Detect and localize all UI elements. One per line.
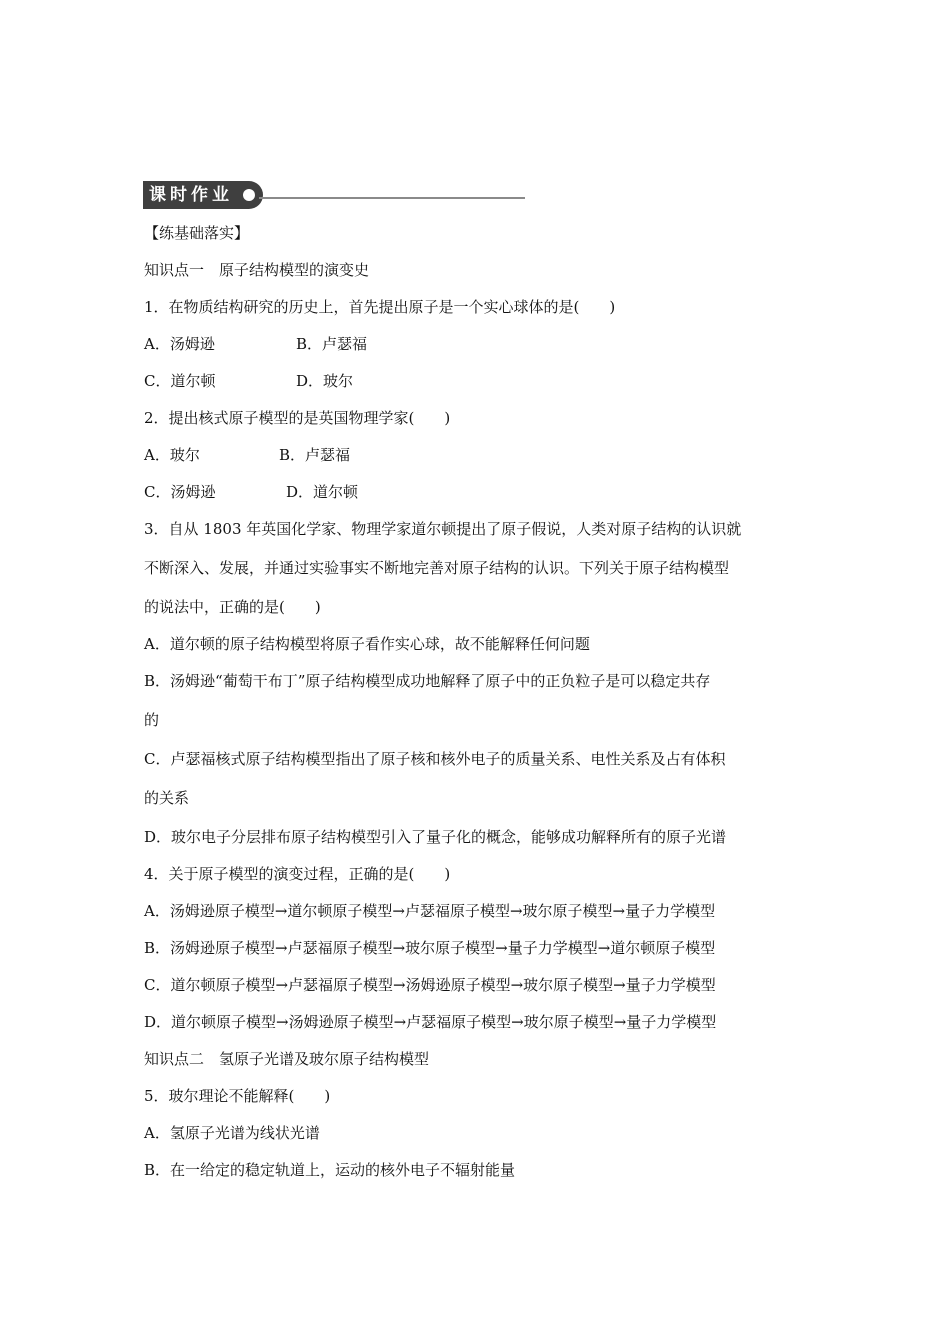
banner-rule [259,197,525,199]
question-3-option-b-line-2: 的 [144,711,160,729]
question-3-option-b-line-1: B．汤姆逊“葡萄干布丁”原子结构模型成功地解释了原子中的正负粒子是可以稳定共存 [144,672,711,690]
question-2-option-d: D．道尔顿 [286,483,359,501]
question-4-option-b: B．汤姆逊原子模型→卢瑟福原子模型→玻尔原子模型→量子力学模型→道尔顿原子模型 [144,939,716,957]
question-2-options-row-2 [144,477,809,514]
worksheet-content [144,218,809,1192]
question-2-option-b: B．卢瑟福 [279,446,351,464]
question-4-option-c: C．道尔顿原子模型→卢瑟福原子模型→汤姆逊原子模型→玻尔原子模型→量子力学模型 [144,976,716,994]
question-2-stem: 2．提出核式原子模型的是英国物理学家( ) [144,409,451,427]
banner-tab [143,181,263,209]
question-3-option-c-line-2: 的关系 [144,789,190,807]
knowledge-point-2: 知识点二 氢原子光谱及玻尔原子结构模型 [144,1050,430,1068]
question-1-option-a: A．汤姆逊 [144,335,215,353]
question-4-stem: 4．关于原子模型的演变过程，正确的是( ) [144,865,451,883]
question-5-option-a: A．氢原子光谱为线状光谱 [144,1124,320,1142]
question-1-option-d: D．玻尔 [296,372,354,390]
question-2-options-row-1 [144,440,809,477]
bullet-dot-icon [243,189,255,201]
question-5-option-b: B．在一给定的稳定轨道上，运动的核外电子不辐射能量 [144,1161,516,1179]
question-1-stem: 1．在物质结构研究的历史上，首先提出原子是一个实心球体的是( ) [144,298,616,316]
question-2-option-a: A．玻尔 [144,446,200,464]
question-4-option-a: A．汤姆逊原子模型→道尔顿原子模型→卢瑟福原子模型→玻尔原子模型→量子力学模型 [144,902,716,920]
question-4-option-d: D．道尔顿原子模型→汤姆逊原子模型→卢瑟福原子模型→玻尔原子模型→量子力学模型 [144,1013,717,1031]
question-5-stem: 5．玻尔理论不能解释( ) [144,1087,331,1105]
knowledge-point-1: 知识点一 原子结构模型的演变史 [144,261,370,279]
homework-banner [143,181,525,211]
question-2-option-c: C．汤姆逊 [144,483,216,501]
banner-title: 课时作业 [149,185,233,205]
question-3-option-c-line-1: C．卢瑟福核式原子结构模型指出了原子核和核外电子的质量关系、电性关系及占有体积 [144,750,726,768]
question-3-stem-line-2: 不断深入、发展，并通过实验事实不断地完善对原子结构的认识。下列关于原子结构模型 [144,559,730,577]
question-3-option-a: A．道尔顿的原子结构模型将原子看作实心球，故不能解释任何问题 [144,635,590,653]
question-3-stem-line-1: 3．自从 1803 年英国化学家、物理学家道尔顿提出了原子假说，人类对原子结构的认识就 [144,520,742,538]
question-1-option-b: B．卢瑟福 [296,335,368,353]
question-1-options-row-1 [144,329,809,366]
question-1-options-row-2 [144,366,809,403]
section-heading: 【练基础落实】 [144,224,250,242]
question-1-option-c: C．道尔顿 [144,372,216,390]
question-3-option-d: D．玻尔电子分层排布原子结构模型引入了量子化的概念，能够成功解释所有的原子光谱 [144,828,727,846]
question-3-stem-line-3: 的说法中，正确的是( ) [144,598,321,616]
